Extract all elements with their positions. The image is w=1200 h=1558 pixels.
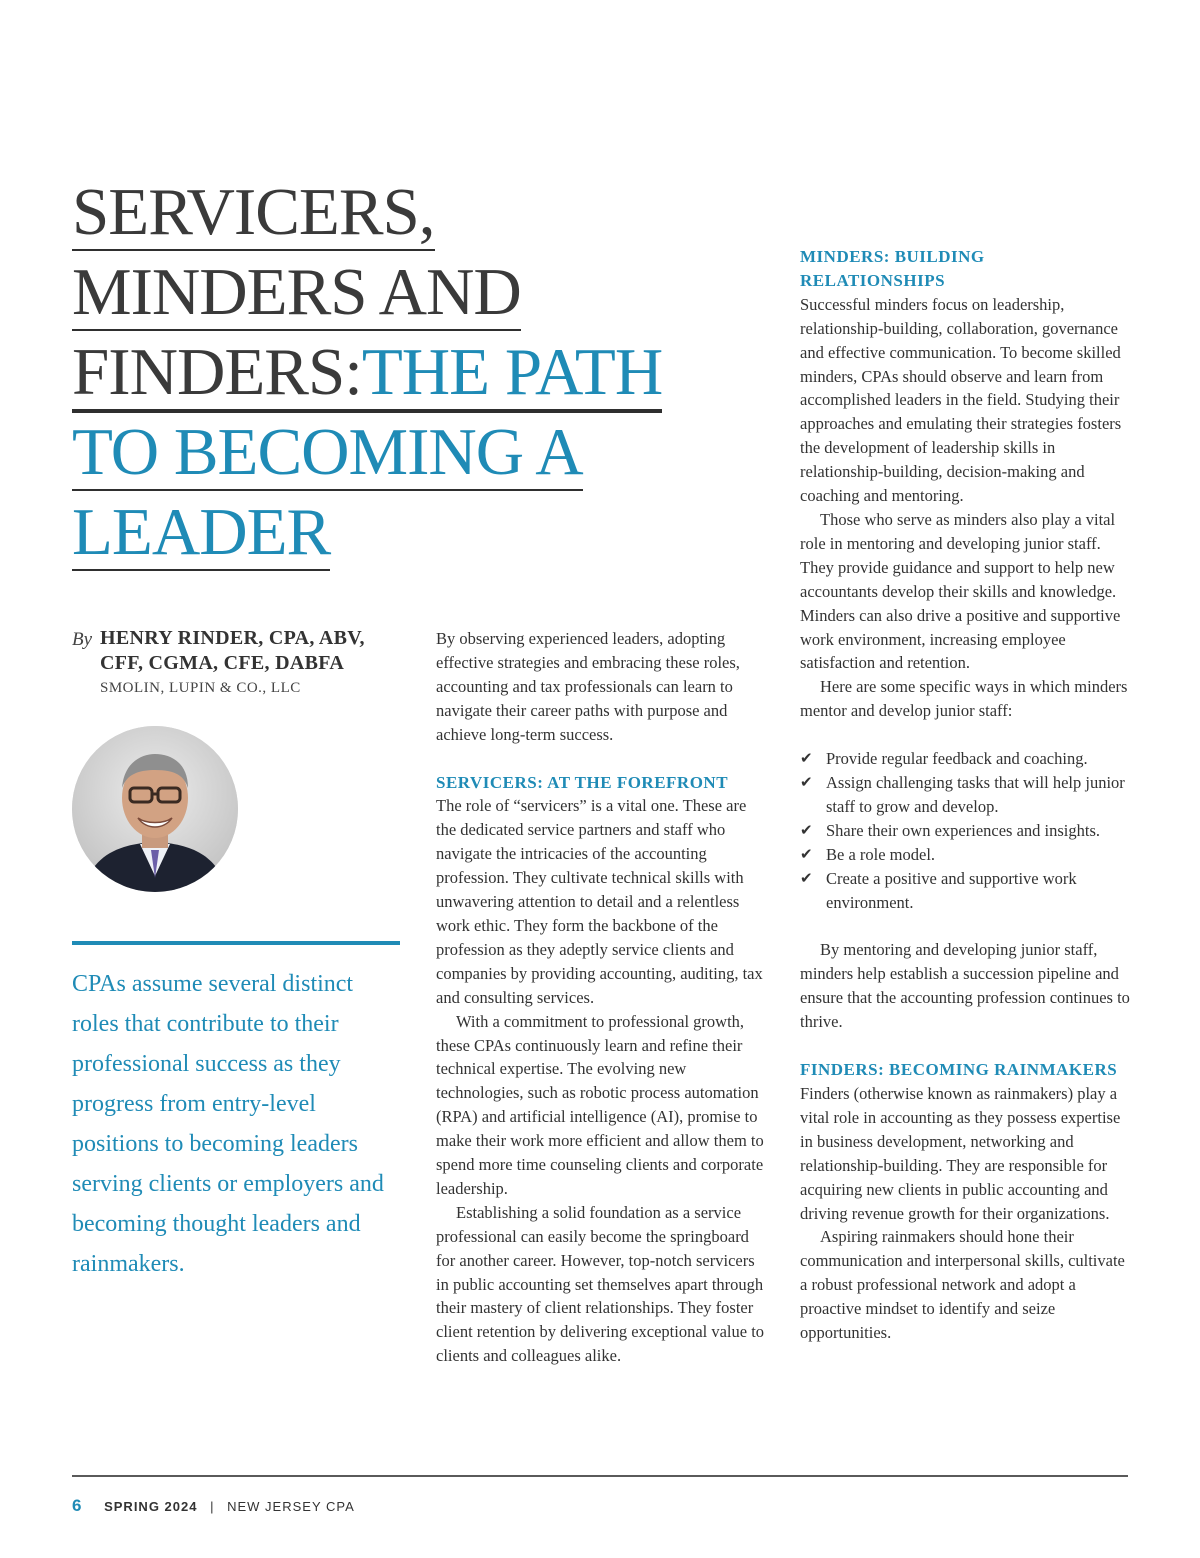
article-title (72, 172, 792, 572)
title-line-4: TO BECOMING A (72, 415, 583, 489)
check-icon: ✔ (800, 773, 813, 792)
byline (72, 626, 412, 697)
pull-quote: CPAs assume several distinct roles that contribute to their professional success as they progress from entry-level positions to becoming leaders serving clients or employers and becoming thought leaders and rainmakers. (72, 971, 384, 1277)
minders-paragraph-3: Here are some specific ways in which minders mentor and develop junior staff: (800, 677, 1128, 721)
author-firm: SMOLIN, LUPIN & CO., LLC (100, 680, 301, 696)
author-name-line-2: CFF, CGMA, CFE, DABFA (100, 652, 345, 674)
list-item: ✔ Provide regular feedback and coaching. (800, 747, 1134, 771)
footer-rule (72, 1475, 1128, 1477)
title-line-3-dark: FINDERS: (72, 335, 362, 409)
byline-by: By (72, 629, 93, 650)
list-item: ✔ Be a role model. (800, 843, 1134, 867)
minders-paragraph-4: By mentoring and developing junior staff, minders help establish a succession pipeline and ensure that the accounting profession continues to thrive. (800, 940, 1130, 1032)
title-line-1: SERVICERS, (72, 175, 435, 249)
servicers-heading: SERVICERS: AT THE FOREFRONT (436, 772, 729, 792)
author-photo (72, 726, 238, 892)
column-middle (436, 627, 770, 1368)
minders-paragraph-1: Successful minders focus on leadership, relationship-building, collaboration, governance and effective communication. To become skilled minders, CPAs should observe and learn from accomplished leaders in the field. Studying their approaches and emulating their strategies fosters the development of leadership skills in relationship-building, decision-making and coaching and mentoring. (800, 294, 1122, 506)
author-name-line-1: HENRY RINDER, CPA, ABV, (100, 627, 365, 649)
check-icon: ✔ (800, 868, 813, 887)
mentoring-checklist (800, 747, 1134, 914)
finders-heading: FINDERS: BECOMING RAINMAKERS (800, 1060, 1118, 1080)
check-icon: ✔ (800, 844, 813, 863)
author-portrait-icon (72, 726, 238, 892)
servicers-paragraph-2: With a commitment to professional growth, these CPAs continuously learn and refine their technical expertise. The evolving new technologies, such as robotic process automation (RPA) and artificial intelligence (AI), promise to make their work more efficient and allow them to spend more time counseling clients and corporate leadership. (436, 1011, 764, 1198)
column-right (800, 245, 1134, 1345)
footer-separator: | (210, 1499, 215, 1514)
minders-paragraph-2: Those who serve as minders also play a vital role in mentoring and developing junior staff. They provide guidance and support to help new accountants develop their skills and knowledge. Minders can also drive a positive and supportive work environment, increasing employee satisfaction and retention. (800, 509, 1121, 673)
title-line-3-blue: THE PATH (361, 335, 663, 409)
list-item: ✔ Share their own experiences and insights. (800, 819, 1134, 843)
list-item: ✔ Create a positive and supportive work environment. (800, 868, 1077, 912)
page-number: 6 (72, 1496, 82, 1515)
intro-paragraph: By observing experienced leaders, adopting effective strategies and embracing these roles, accounting and tax professionals can learn to navigate their career paths with purpose and achieve long-term success. (436, 629, 740, 744)
list-item: ✔ Assign challenging tasks that will help junior staff to grow and develop. (800, 773, 1125, 816)
publication-name: NEW JERSEY CPA (227, 1499, 355, 1514)
title-line-2: MINDERS AND (72, 255, 521, 329)
minders-heading: MINDERS: BUILDING RELATIONSHIPS (800, 247, 985, 290)
check-icon: ✔ (800, 820, 813, 839)
pull-quote-rule (72, 941, 400, 945)
finders-paragraph-2: Aspiring rainmakers should hone their communication and interpersonal skills, cultivate a robust professional network and adopt a proactive mindset to identify and seize opportunities. (800, 1227, 1125, 1343)
title-line-5: LEADER (72, 495, 331, 569)
servicers-paragraph-1: The role of “servicers” is a vital one. These are the dedicated service partners and staff who navigate the intricacies of the accounting profession. They cultivate technical skills with unwavering attention to detail and a relentless work ethic. They form the backbone of the profession as they adeptly service clients and companies by providing accounting, auditing, tax and consulting services. (436, 796, 763, 1007)
servicers-paragraph-3: Establishing a solid foundation as a service professional can easily become the springboard for another career. However, top-notch servicers in public accounting set themselves apart through their mastery of client relationships. They foster client retention by delivering exceptional value to clients and colleagues alike. (436, 1202, 765, 1366)
page-footer (72, 1496, 355, 1516)
issue-season: SPRING 2024 (104, 1499, 198, 1514)
check-icon: ✔ (800, 749, 813, 768)
finders-paragraph-1: Finders (otherwise known as rainmakers) play a vital role in accounting as they possess expertise in business development, networking and relationship-building. They are responsible for acquiring new clients in public accounting and driving revenue growth for their organizations. (800, 1084, 1121, 1223)
